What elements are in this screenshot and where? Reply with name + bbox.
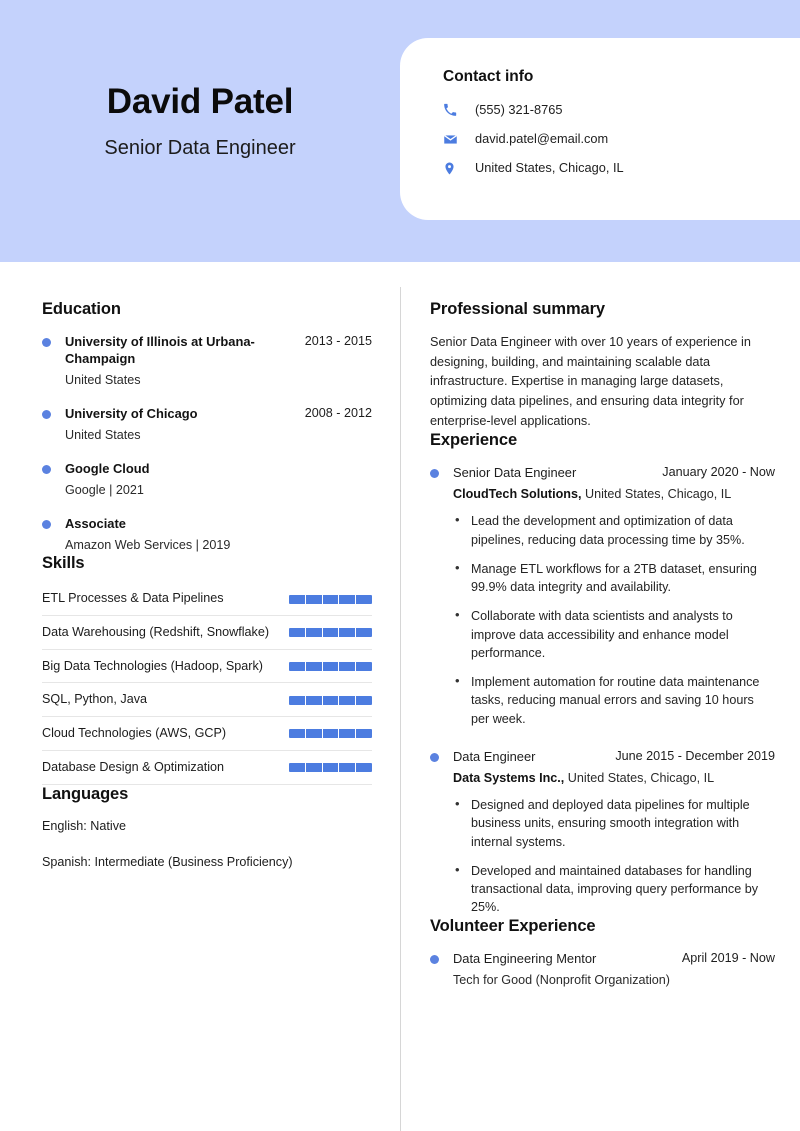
skill-row xyxy=(42,587,372,616)
bullet-dot-icon xyxy=(430,955,439,964)
skill-level-bar xyxy=(289,729,372,738)
experience-bullets xyxy=(453,796,775,917)
mail-icon xyxy=(443,131,463,147)
experience-bullet: • Lead the development and optimization of data pipelines, reducing data processing time by 35%. xyxy=(453,512,775,549)
experience-company-line xyxy=(453,486,775,503)
skill-name: Cloud Technologies (AWS, GCP) xyxy=(42,726,227,741)
bullet-dot-icon xyxy=(430,753,439,762)
contact-row-location[interactable] xyxy=(443,160,800,176)
certification-entry-sub: Google | 2021 xyxy=(65,483,144,498)
volunteer-list xyxy=(430,950,775,989)
experience-list xyxy=(430,464,775,916)
experience-bullet: • Developed and maintained databases for handling transactional data, improving query performance by 25%. xyxy=(453,862,775,917)
contact-location-value: United States, Chicago, IL xyxy=(475,160,624,176)
education-entry xyxy=(42,405,372,444)
experience-role: Senior Data Engineer xyxy=(453,465,577,481)
skill-name: Data Warehousing (Redshift, Snowflake) xyxy=(42,624,270,639)
languages-list xyxy=(42,818,372,871)
phone-icon xyxy=(443,102,463,118)
language-item: English: Native xyxy=(42,818,126,833)
experience-company: CloudTech Solutions, xyxy=(453,487,582,502)
location-pin-icon xyxy=(443,160,463,176)
volunteer-date: April 2019 - Now xyxy=(681,950,775,965)
bullet-dot-icon xyxy=(430,469,439,478)
skill-row xyxy=(42,650,372,684)
experience-role: Data Engineer xyxy=(453,748,536,764)
skill-row xyxy=(42,616,372,650)
certification-entry-title: Google Cloud xyxy=(65,461,150,477)
experience-bullet: • Collaborate with data scientists and analysts to improve data accessibility and enhance model performance. xyxy=(453,607,775,662)
education-entry-date: 2013 - 2015 xyxy=(304,334,372,348)
contact-email-value: david.patel@email.com xyxy=(475,131,609,147)
column-divider xyxy=(400,287,401,1131)
volunteer-entry xyxy=(430,950,775,989)
experience-bullets xyxy=(453,512,775,728)
education-entry-sub: United States xyxy=(65,428,141,443)
skill-level-bar xyxy=(289,763,372,772)
contact-info-title: Contact info xyxy=(443,68,534,85)
skill-row xyxy=(42,751,372,785)
experience-bullet: • Implement automation for routine data maintenance tasks, reducing manual errors and saving 10 hours per week. xyxy=(453,673,775,728)
experience-location: United States, Chicago, IL xyxy=(564,771,715,785)
identity-block xyxy=(0,82,400,160)
left-column xyxy=(42,300,372,870)
summary-text: Senior Data Engineer with over 10 years of experience in designing, building, and maintaining scalable data infrastructure. Expertise in managing large datasets, optimizing data pipelines, and ensuring data integrity for enterprise-level applications. xyxy=(430,335,751,428)
bullet-dot-icon xyxy=(42,520,51,529)
skills-section-title: Skills xyxy=(42,554,85,573)
experience-date: January 2020 - Now xyxy=(662,465,775,480)
education-entry-title: University of Illinois at Urbana-Champaign xyxy=(65,334,255,367)
certification-entry xyxy=(42,515,372,554)
experience-bullet: • Designed and deployed data pipelines for multiple business units, ensuring smooth integration with internal systems. xyxy=(453,796,775,851)
contact-phone-value: (555) 321-8765 xyxy=(475,102,563,118)
volunteer-organization: Tech for Good (Nonprofit Organization) xyxy=(453,972,670,987)
skill-level-bar xyxy=(289,628,372,637)
experience-entry xyxy=(430,748,775,917)
education-entry-title: University of Chicago xyxy=(65,406,198,422)
bullet-dot-icon xyxy=(42,338,51,347)
education-section-title: Education xyxy=(42,300,121,318)
experience-location: United States, Chicago, IL xyxy=(581,487,732,502)
skill-row xyxy=(42,717,372,751)
skill-name: SQL, Python, Java xyxy=(42,692,148,707)
skill-name: ETL Processes & Data Pipelines xyxy=(42,591,224,606)
education-entry xyxy=(42,333,372,389)
summary-section-title: Professional summary xyxy=(430,300,605,318)
right-column xyxy=(430,300,775,989)
contact-info-card xyxy=(400,38,800,220)
education-entry-date: 2008 - 2012 xyxy=(304,406,372,421)
language-item: Spanish: Intermediate (Business Proficiency) xyxy=(42,854,293,869)
experience-date: June 2015 - December 2019 xyxy=(615,748,775,763)
bullet-dot-icon xyxy=(42,410,51,419)
candidate-name: David Patel xyxy=(106,82,294,121)
volunteer-role: Data Engineering Mentor xyxy=(453,950,597,966)
experience-entry xyxy=(430,464,775,728)
volunteer-section-title: Volunteer Experience xyxy=(430,916,596,935)
education-entry-sub: United States xyxy=(65,373,141,388)
certification-entry xyxy=(42,460,372,499)
contact-row-email[interactable] xyxy=(443,131,800,147)
experience-bullet: • Manage ETL workflows for a 2TB dataset, ensuring 99.9% data integrity and availability. xyxy=(453,560,775,597)
experience-section-title: Experience xyxy=(430,431,518,450)
candidate-role: Senior Data Engineer xyxy=(104,137,296,160)
skill-level-bar xyxy=(289,662,372,671)
languages-section-title: Languages xyxy=(42,784,129,803)
bullet-dot-icon xyxy=(42,465,51,474)
experience-company-line xyxy=(453,770,775,787)
contact-row-phone[interactable] xyxy=(443,102,800,118)
skills-list xyxy=(42,587,372,784)
certification-entry-sub: Amazon Web Services | 2019 xyxy=(65,538,231,553)
education-list xyxy=(42,333,372,554)
skill-row xyxy=(42,683,372,717)
skill-name: Database Design & Optimization xyxy=(42,759,225,774)
resume-header xyxy=(0,0,800,262)
skill-name: Big Data Technologies (Hadoop, Spark) xyxy=(42,658,263,673)
skill-level-bar xyxy=(289,696,372,705)
experience-company: Data Systems Inc., xyxy=(453,771,565,785)
certification-entry-title: Associate xyxy=(65,516,126,532)
skill-level-bar xyxy=(289,595,372,604)
